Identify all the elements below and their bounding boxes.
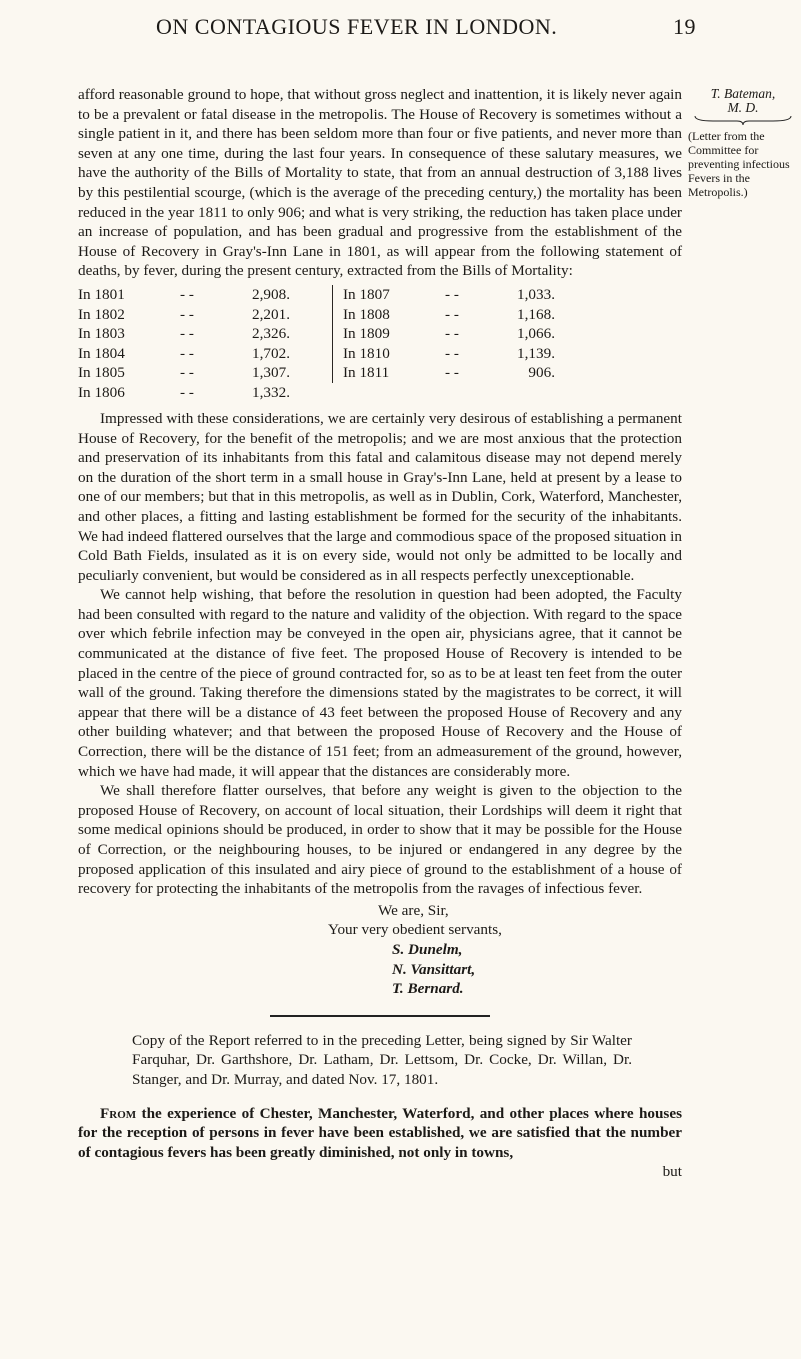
- paragraph-2: Impressed with these considerations, we are certainly very desirous of establishing a permanent House of Recovery, for the benefit of the metropolis; and we are most anxious that the protection and preservation of its inhabitants from this fatal and calamitous disease may not depend merely on the duration of the short term in a small house in Gray's-Inn Lane, held at present by a lease to one of our members; but that in this metropolis, as well as in Dublin, Cork, Waterford, Manchester, and other places, a fitting and lasting establishment be formed for the security of the inhabitants. We had indeed flattered ourselves that the large and commodious space of the proposed situation in Cold Bath Fields, insulated as it is on every side, would not only be admitted to be locally and peculiarly convenient, but would be considered as in all respects perfectly unexceptionable.: [78, 409, 682, 584]
- signer-1: S. Dunelm,: [392, 940, 463, 958]
- paragraph-4: We shall therefore flatter ourselves, that before any weight is given to the objection to the proposed House of Recovery, on account of local situation, their Lordships will deem it right that some medical opinions should be produced, in order to show that it may be possible for the House of Correction, or the neighbouring houses, to be injured or endangered in any degree by the proposed application of this insulated and airy piece of ground to the establishment of a house of recovery for protecting the inhabitants of the metropolis from the ravages of infectious fever.: [78, 782, 682, 898]
- report-paragraph: [78, 1104, 682, 1163]
- mortality-row: In 1806 - - 1,332.: [78, 383, 290, 401]
- mortality-column-left: [78, 285, 333, 403]
- report-text: the experience of Chester, Manchester, Waterford, and other places where houses for the reception of persons in fever have been established, we are satisfied that the number of contagious fevers has been greatly diminished, not only in towns,: [78, 1104, 682, 1161]
- signer-2: N. Vansittart,: [392, 960, 476, 978]
- mortality-row: In 1802 - - 2,201.: [78, 305, 290, 323]
- margin-note: [688, 87, 798, 199]
- signoff-line-1: We are, Sir,: [378, 901, 449, 919]
- section-divider: [270, 1015, 490, 1017]
- page-number: 19: [673, 14, 696, 39]
- catchword: but: [662, 1163, 682, 1181]
- report-lead-word: From: [100, 1104, 137, 1122]
- mortality-row: In 1805 - - 1,307.: [78, 364, 290, 382]
- mortality-row: In 1809 - - 1,066.: [343, 325, 555, 343]
- paragraph-3: We cannot help wishing, that before the resolution in question had been adopted, the Faculty had been consulted with regard to the nature and validity of the objection. With regard to the space over which febrile infection may be conveyed in the open air, physicians agree, that it cannot be communicated at the distance of five feet. The proposed House of Recovery is intended to be placed in the centre of the piece of ground contracted for, so as to be at least ten feet from the outer wall of the ground. Taking therefore the dimensions stated by the magistrates to be correct, it will appear that there will be a distance of 43 feet between the proposed House of Recovery and any other building whatever; and that between the proposed House of Recovery and the House of Correction, there will be the distance of 151 feet; from an admeasurement of the ground, however, which we have had made, it will appear that the distances are considerably more.: [78, 586, 682, 780]
- mortality-column-right: [332, 285, 563, 383]
- mortality-row: In 1804 - - 1,702.: [78, 344, 290, 362]
- body-text: [78, 85, 682, 1182]
- mortality-row: In 1801 - - 2,908.: [78, 285, 290, 303]
- mortality-row: In 1811 - - 906.: [343, 364, 555, 382]
- signoff: [78, 901, 682, 999]
- mortality-row: In 1807 - - 1,033.: [343, 285, 555, 303]
- signer-3: T. Bernard.: [392, 980, 464, 998]
- margin-note-text: (Letter from the Committee for preventing infectious Fevers in the Metropolis.): [688, 129, 790, 199]
- margin-degree: M. D.: [727, 100, 759, 115]
- mortality-row: In 1810 - - 1,139.: [343, 344, 555, 362]
- paragraph-1: afford reasonable ground to hope, that without gross neglect and inattention, it is likely never again to be a prevalent or fatal disease in the metropolis. The House of Recovery is sometimes without a single patient in it, and there has been seldom more than four or five patients, and never more than seven at any one time, during the last four years. In consequence of these salutary measures, we have the authority of the Bills of Mortality to state, that from an annual destruction of 3,188 lives by this pestilential scourge, (which is the average of the preceding century,) the mortality has been reduced in the year 1811 to only 906; and what is very striking, the reduction has taken place under an increase of population, and has been gradual and progressive from the establishment of the House of Recovery in Gray's-Inn Lane in 1801, as will appear from the following statement of deaths, by fever, during the present century, extracted from the Bills of Mortality:: [78, 86, 682, 280]
- margin-author: T. Bateman,: [710, 86, 776, 101]
- report-heading: Copy of the Report referred to in the preceding Letter, being signed by Sir Walter Farquhar, Dr. Garthshore, Dr. Latham, Dr. Lettsom, Dr. Cocke, Dr. Willan, Dr. Stanger, and Dr. Murray, and dated Nov. 17, 1801.: [132, 1031, 632, 1088]
- page-title: ON CONTAGIOUS FEVER IN LONDON.: [156, 14, 558, 39]
- mortality-row: In 1808 - - 1,168.: [343, 305, 555, 323]
- brace-icon: [688, 115, 798, 127]
- signoff-line-2: Your very obedient servants,: [328, 921, 502, 939]
- mortality-table: [78, 285, 682, 405]
- mortality-row: In 1803 - - 2,326.: [78, 325, 290, 343]
